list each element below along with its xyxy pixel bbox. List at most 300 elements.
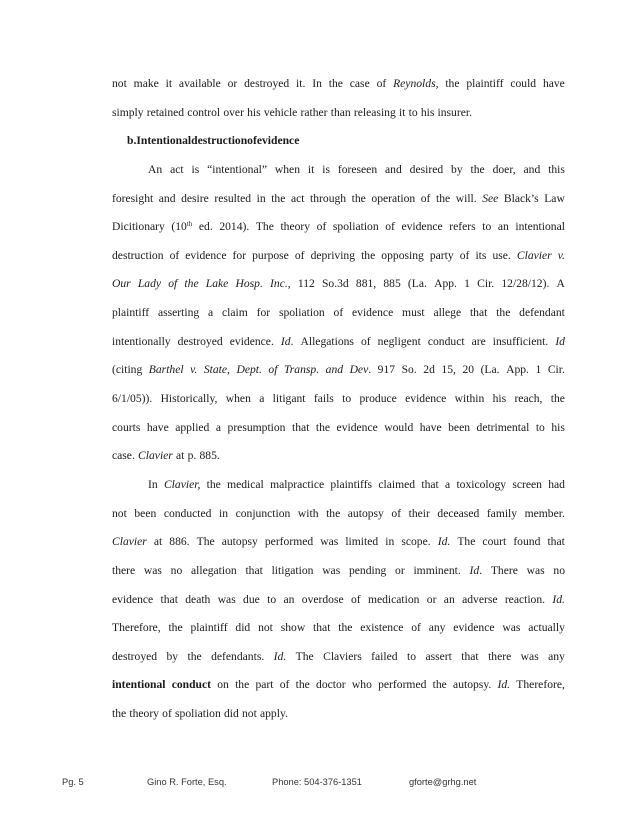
word: A (556, 277, 565, 291)
word: malpractice (270, 477, 325, 491)
word: any (428, 621, 446, 635)
word: Therefore, (112, 621, 161, 635)
word: of (391, 506, 402, 520)
word: it (307, 162, 315, 176)
word: . (479, 563, 483, 577)
word: must (402, 306, 425, 320)
word: or (426, 592, 437, 606)
word: and (158, 191, 176, 205)
word: The (255, 220, 274, 234)
word: found (513, 535, 541, 549)
word: scope. (401, 535, 431, 549)
word: an (497, 220, 509, 234)
word: releasing (353, 105, 396, 119)
word: So. (401, 363, 417, 377)
word: was (320, 535, 339, 549)
word: to (535, 420, 545, 434)
word: the (326, 506, 341, 520)
word: part (255, 678, 274, 692)
word: not (258, 621, 273, 635)
word: Claviers (323, 649, 362, 663)
word: intentionally (112, 334, 171, 348)
text-line (112, 70, 565, 99)
word: Id. (552, 592, 565, 606)
word: for (232, 248, 247, 262)
word: courts (112, 420, 141, 434)
text-line (112, 528, 565, 557)
word: assert (425, 649, 452, 663)
word: not (112, 506, 127, 520)
word: the (295, 678, 310, 692)
word: no (553, 563, 565, 577)
word: 112 (297, 277, 315, 291)
word: there (112, 563, 136, 577)
text-line (112, 700, 565, 729)
word: that (421, 477, 439, 491)
word: 15, (441, 363, 456, 377)
word: of (333, 306, 344, 320)
word: 6/1/05)). (112, 392, 153, 406)
word: use. (492, 248, 511, 262)
word: , (287, 277, 291, 291)
word: to (342, 392, 352, 406)
word: the (432, 678, 447, 692)
word: evidence (352, 306, 394, 320)
word: Cir. (547, 363, 565, 377)
word: was (502, 621, 521, 635)
word: of (420, 191, 431, 205)
word: did (223, 707, 239, 721)
word: in (385, 535, 395, 549)
word: at (153, 535, 163, 549)
word: of (385, 220, 395, 234)
word: in (256, 191, 266, 205)
word: 20 (462, 363, 475, 377)
footer-phone: Phone: 504-376-1351 (272, 777, 362, 787)
word: autopsy (347, 506, 384, 520)
text-line (112, 471, 565, 500)
word: depriving (310, 248, 356, 262)
word: So.3d (321, 277, 349, 291)
word: (La. (480, 363, 500, 377)
word: Lake (205, 277, 229, 291)
word: deceased (437, 506, 480, 520)
word: 2014). (219, 220, 250, 234)
word: Law (544, 191, 565, 205)
word: or (395, 563, 405, 577)
word: the (187, 649, 202, 663)
word: could (510, 77, 537, 90)
word: this (548, 162, 565, 176)
word-group (350, 356, 372, 385)
word: that (291, 420, 310, 434)
word: screen (512, 477, 542, 491)
word: 881, (355, 277, 377, 291)
word: theory (280, 220, 311, 234)
word-group (470, 557, 483, 586)
word: v. (190, 363, 198, 377)
word: Clavier (516, 248, 552, 262)
word: Id. (497, 678, 511, 692)
word: p. (187, 449, 197, 463)
word: their (408, 506, 430, 520)
word: or (227, 77, 238, 90)
word: was (526, 563, 545, 577)
word: and (523, 162, 541, 176)
text-line (112, 671, 565, 700)
word: was (520, 649, 539, 663)
word: by (451, 162, 463, 176)
word: reaction. (504, 592, 546, 606)
word: the (338, 621, 353, 635)
word: to (267, 592, 277, 606)
word: claimed (378, 477, 416, 491)
word: of (376, 77, 387, 90)
word: of (268, 363, 278, 377)
word: case. (112, 449, 135, 463)
word: The (196, 535, 215, 549)
word: Clavier (112, 535, 147, 549)
word: “intentional” (207, 162, 267, 176)
word: that (469, 306, 488, 320)
word: of (350, 592, 361, 606)
word: litigation (271, 563, 314, 577)
word: his (492, 392, 507, 406)
text-line (112, 299, 565, 328)
word-group (281, 328, 294, 357)
word: an (283, 592, 295, 606)
word: detrimental (476, 420, 530, 434)
word: spoliation (278, 306, 325, 320)
word: destroyed (177, 334, 223, 348)
word: an (443, 592, 455, 606)
word: simply (112, 105, 144, 119)
word: retained (146, 105, 185, 119)
word: conduct (171, 678, 211, 692)
word: destruction (191, 134, 248, 148)
word: conjunction (235, 506, 291, 520)
word: evidence (405, 392, 447, 406)
word: any (548, 649, 565, 663)
word: the (550, 392, 565, 406)
word: than (330, 105, 351, 119)
text-line (112, 127, 565, 156)
word: Id. (273, 649, 287, 663)
word: Dept. (236, 363, 262, 377)
word: to (408, 105, 418, 119)
word: is (191, 162, 200, 176)
word: who (351, 678, 372, 692)
word: autopsy. (453, 678, 492, 692)
word: negligent (377, 334, 421, 348)
word: medical (227, 477, 264, 491)
word: plaintiffs (330, 477, 373, 491)
word: no (170, 563, 183, 577)
word: intentional (515, 220, 565, 234)
word: Dicitionary (112, 220, 165, 234)
word: been (448, 420, 471, 434)
word: of (162, 707, 172, 721)
word: State, (203, 363, 230, 377)
text-line (112, 99, 565, 128)
word: the (435, 191, 451, 205)
word: a (215, 420, 222, 434)
word: App. (434, 277, 457, 291)
word: Inc. (270, 277, 288, 291)
word: due (243, 592, 260, 606)
word: pending (348, 563, 387, 577)
word: evidence. (229, 334, 274, 348)
word: Black’s (503, 191, 539, 205)
word: to (482, 220, 492, 234)
word: . (368, 363, 372, 377)
word: the (315, 420, 331, 434)
footer-author-name: Gino R. Forte, Esq. (147, 777, 227, 787)
word: the (328, 77, 343, 90)
word: Reynolds, (393, 77, 439, 90)
word: opposing (381, 248, 424, 262)
word: claim (222, 306, 248, 320)
word: within (454, 392, 485, 406)
word: Therefore, (516, 678, 565, 692)
word: there (488, 649, 512, 663)
word: make (133, 77, 159, 90)
word: autopsy (221, 535, 258, 549)
word: will. (455, 191, 477, 205)
word: the (112, 707, 127, 721)
word: that (547, 535, 565, 549)
word: medication (367, 592, 420, 606)
word: was (217, 592, 236, 606)
word: that (461, 649, 479, 663)
word: of (169, 248, 180, 262)
word: theory (129, 707, 159, 721)
word: did (235, 621, 251, 635)
word: The (295, 649, 314, 663)
word: have (542, 77, 565, 90)
word: imminent. (413, 563, 461, 577)
word: destruction (112, 248, 164, 262)
word: of (279, 678, 290, 692)
word: 1 (535, 363, 542, 377)
word: his (551, 420, 565, 434)
word: conducted (163, 506, 212, 520)
word: asserting (157, 306, 200, 320)
word: a (208, 306, 214, 320)
word: applied (175, 420, 210, 434)
text-line (112, 500, 565, 529)
word: plaintiff (112, 306, 150, 320)
word: evidence (336, 420, 378, 434)
word: that (245, 563, 263, 577)
word: family (486, 506, 518, 520)
word: desire (181, 191, 209, 205)
text-line (112, 586, 565, 615)
word: operation (371, 191, 416, 205)
word: evidence (453, 621, 495, 635)
word: a (445, 477, 451, 491)
word: doer, (492, 162, 516, 176)
word: Dev (349, 363, 369, 377)
word: insurer. (437, 105, 472, 119)
word: Lady (137, 277, 162, 291)
word: it. (296, 77, 306, 90)
word: death (185, 592, 211, 606)
word: of (360, 334, 371, 348)
word: plaintiff (190, 621, 228, 635)
text-line (112, 328, 565, 357)
word: failed (371, 649, 398, 663)
word: act (170, 162, 184, 176)
word: been (134, 506, 157, 520)
text-line (112, 156, 565, 185)
word: for (256, 306, 271, 320)
word: 885. (199, 449, 220, 463)
text-line (112, 557, 565, 586)
word: App. (506, 363, 529, 377)
word: by (166, 649, 179, 663)
word: In (312, 77, 322, 90)
word: Clavier (138, 449, 173, 463)
word: the (168, 621, 183, 635)
word: of (316, 220, 327, 234)
text-line (112, 614, 565, 643)
text-line (112, 185, 565, 214)
word: member. (524, 506, 565, 520)
word: party (429, 248, 454, 262)
word: insufficient. (492, 334, 549, 348)
word: destroyed (244, 77, 290, 90)
word: 2d (423, 363, 435, 377)
word: performed (378, 678, 427, 692)
word: would (384, 420, 414, 434)
word: Cir. (477, 277, 495, 291)
word: through (310, 191, 347, 205)
word: 917 (377, 363, 396, 377)
word: resulted (214, 191, 252, 205)
word: his (420, 105, 435, 119)
word: destroyed (112, 649, 158, 663)
text-line (112, 643, 565, 672)
word: on (217, 678, 229, 692)
word: of (411, 621, 421, 635)
word: fails (313, 392, 334, 406)
word: overdose (301, 592, 344, 606)
word: foresight (112, 191, 154, 205)
page-footer (62, 777, 582, 791)
word: performed (264, 535, 314, 549)
word: Allegations (300, 334, 354, 348)
word: not (241, 707, 257, 721)
word: was (322, 563, 341, 577)
word: 12/28/12). (501, 277, 550, 291)
text-line (112, 442, 565, 471)
word: foreseen (337, 162, 378, 176)
word: conduct (427, 334, 465, 348)
word: vehicle (263, 105, 298, 119)
word: of (459, 248, 470, 262)
word: The (457, 535, 476, 549)
word: purpose (252, 248, 289, 262)
word: actually (528, 621, 565, 635)
word: produce (359, 392, 397, 406)
word: a (259, 392, 265, 406)
word: the (271, 191, 286, 205)
word-group (270, 270, 291, 299)
word: of (247, 134, 257, 148)
word: ed. (198, 220, 213, 234)
word: spoliation (175, 707, 221, 721)
word: doctor (316, 678, 346, 692)
word: available (178, 77, 221, 90)
word: the (361, 248, 376, 262)
word: Id (469, 563, 480, 577)
word: desired (409, 162, 444, 176)
word: not (112, 77, 127, 90)
word: show (280, 621, 306, 635)
word: of (294, 248, 305, 262)
word: refers (449, 220, 476, 234)
word: the (470, 162, 485, 176)
word: to (406, 649, 417, 663)
word: defendants. (211, 649, 265, 663)
word: . (290, 334, 294, 348)
word: are (471, 334, 486, 348)
word: the (445, 77, 460, 90)
word: existence (360, 621, 404, 635)
word: apply. (259, 707, 288, 721)
word: the (184, 277, 199, 291)
word: reach, (514, 392, 543, 406)
word: Historically, (160, 392, 218, 406)
word: (10th (171, 220, 193, 234)
word: of (168, 277, 178, 291)
word: Id. (437, 535, 451, 549)
word: plaintiff (466, 77, 504, 90)
footer-email: gforte@grhg.net (409, 777, 477, 787)
word: rather (300, 105, 328, 119)
word: control (187, 105, 221, 119)
word: limited (345, 535, 379, 549)
word: when (274, 162, 300, 176)
word: and (385, 162, 402, 176)
word: and (325, 363, 344, 377)
word: at (176, 449, 185, 463)
word: Our (112, 277, 131, 291)
word: (La. (407, 277, 427, 291)
word: There (490, 563, 518, 577)
word: spoliation (332, 220, 379, 234)
word: it (165, 77, 173, 90)
word: 886. (169, 535, 190, 549)
word: Id (280, 334, 291, 348)
word: 1 (464, 277, 470, 291)
word: Intentional (136, 134, 192, 148)
word: is (322, 162, 330, 176)
text-line (112, 414, 565, 443)
word: evidence (401, 220, 443, 234)
word: Hosp. (235, 277, 263, 291)
word: in (219, 506, 229, 520)
footer-page-number: Pg. 5 (62, 777, 84, 787)
word: See (482, 191, 499, 205)
word: the (206, 477, 221, 491)
word: 885 (383, 277, 401, 291)
text-line (112, 270, 565, 299)
word: over (223, 105, 244, 119)
word: toxicology (456, 477, 507, 491)
text-line (112, 213, 565, 242)
